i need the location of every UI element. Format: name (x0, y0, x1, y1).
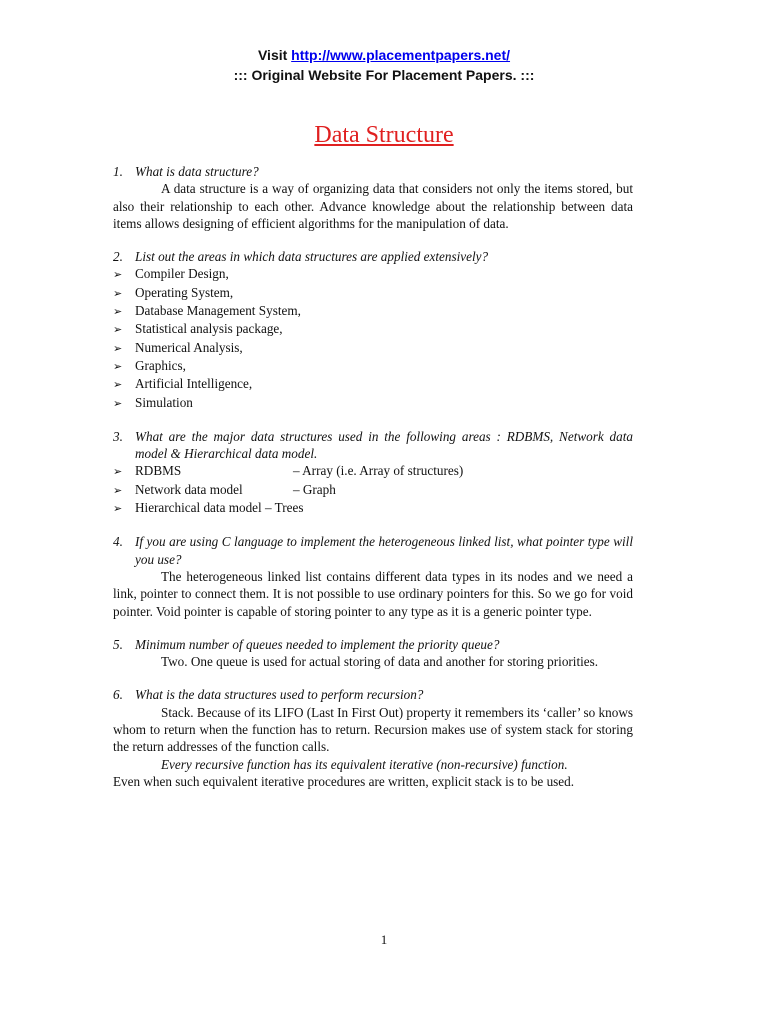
list-item: ➢ Operating System, (113, 284, 633, 302)
list-item: ➢ RDBMS – Array (i.e. Array of structures) (113, 462, 633, 480)
question-text: Minimum number of queues needed to implement the priority queue? (135, 636, 500, 652)
question-text: If you are using C language to implement the heterogeneous linked list, what pointer type will you use? (135, 534, 633, 567)
arrow-bullet-icon: ➢ (113, 378, 123, 392)
arrow-bullet-icon: ➢ (113, 502, 123, 516)
data-model-list (113, 462, 633, 517)
list-item: ➢ Compiler Design, (113, 265, 633, 283)
header-tagline: ::: Original Website For Placement Papers. ::: (233, 67, 535, 83)
header-visit-line (0, 46, 768, 64)
question-text: What is data structure? (135, 164, 259, 179)
answer-1: A data structure is a way of organizing data that considers not only the items stored, but also their relationship to each other. Advance knowledge about the relationship between data items allows designing of efficient algorithms for the manipulation of data. (113, 181, 633, 231)
question-number: 6. (113, 687, 123, 703)
arrow-bullet-icon: ➢ (113, 341, 123, 355)
question-number: 2. (113, 249, 123, 265)
arrow-bullet-icon: ➢ (113, 359, 123, 373)
answer-6: Stack. Because of its LIFO (Last In First Out) property it remembers its ‘caller’ so knows whom to return when the function has to return. Recursion makes use of system stack for storing the return addresses of the function calls. (113, 704, 633, 755)
question-2 (113, 248, 633, 265)
question-6 (113, 686, 633, 703)
answer-5: Two. One queue is used for actual storing of data and another for storing priorities. (161, 654, 599, 670)
list-item: ➢ Artificial Intelligence, (113, 375, 633, 393)
question-3 (113, 428, 633, 463)
list-item: ➢ Database Management System, (113, 302, 633, 320)
areas-list (113, 265, 633, 411)
answer-6-end: Even when such equivalent iterative procedures are written, explicit stack is to be used. (113, 773, 575, 789)
question-text: What are the major data structures used in the following areas : RDBMS, Network data model & Hierarchical data model. (135, 428, 633, 462)
page-number: 1 (380, 932, 388, 947)
list-item: ➢ Hierarchical data model – Trees (113, 499, 633, 517)
question-number: 3. (113, 428, 123, 444)
question-text: List out the areas in which data structures are applied extensively? (135, 249, 489, 265)
document-body (113, 163, 633, 790)
arrow-bullet-icon: ➢ (113, 268, 123, 282)
answer-6-italic: Every recursive function has its equivalent iterative (non-recursive) function. (161, 756, 568, 772)
question-number: 4. (113, 534, 123, 550)
arrow-bullet-icon: ➢ (113, 465, 123, 479)
list-item: ➢ Statistical analysis package, (113, 320, 633, 338)
list-item: ➢ Numerical Analysis, (113, 339, 633, 357)
visit-label: Visit (257, 47, 288, 63)
answer-4: The heterogeneous linked list contains different data types in its nodes and we need a link, pointer to connect them. It is not possible to use ordinary pointers for this. So we go for void pointer. Void pointer is capable of storing pointer to any type as it is a generic pointer type. (113, 568, 633, 619)
arrow-bullet-icon: ➢ (113, 323, 123, 337)
page-title: Data Structure (314, 122, 454, 148)
question-number: 5. (113, 636, 123, 652)
question-4 (113, 533, 633, 568)
arrow-bullet-icon: ➢ (113, 305, 123, 319)
arrow-bullet-icon: ➢ (113, 286, 123, 300)
arrow-bullet-icon: ➢ (113, 483, 123, 497)
list-item: ➢ Simulation (113, 394, 633, 412)
question-5 (113, 636, 633, 653)
arrow-bullet-icon: ➢ (113, 396, 123, 410)
list-item: ➢ Network data model – Graph (113, 481, 633, 499)
list-item: ➢ Graphics, (113, 357, 633, 375)
question-1 (113, 163, 633, 180)
website-link[interactable]: http://www.placementpapers.net/ (291, 47, 511, 63)
question-text: What is the data structures used to perform recursion? (135, 687, 424, 703)
question-number: 1. (113, 164, 123, 179)
